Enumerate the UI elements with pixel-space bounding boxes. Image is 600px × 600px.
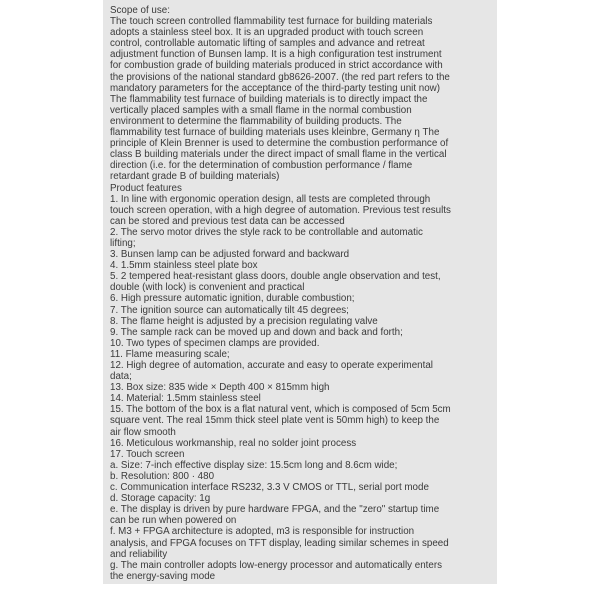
text-line: environment to determine the flammability of building products. The [110,115,402,127]
text-line: 8. The flame height is adjusted by a precision regulating valve [110,315,378,327]
text-line: g. The main controller adopts low-energy processor and automatically enters [110,559,442,571]
text-line: analysis, and FPGA focuses on TFT display, leading similar schemes in speed [110,537,449,549]
text-line: air flow smooth [110,426,176,438]
text-line: vertically placed samples with a small flame in the normal combustion [110,104,412,116]
text-line: 12. High degree of automation, accurate and easy to operate experimental [110,360,433,371]
text-line: b. Resolution: 800 · 480 [110,470,215,482]
text-line: touch screen operation, with a high degree of automation. Previous test results [110,204,451,216]
text-line: c. Communication interface RS232, 3.3 V CMOS or TTL, serial port mode [110,482,429,494]
text-line: 9. The sample rack can be moved up and down and back and forth; [110,326,403,338]
product-description-text [110,5,491,582]
product-description-panel [103,0,497,584]
text-line: the provisions of the national standard gb8626-2007. (the red part refers to the [110,71,450,83]
text-line: 6. High pressure automatic ignition, durable combustion; [110,293,355,305]
text-line: 13. Box size: 835 wide × Depth 400 × 815mm high [110,382,330,394]
text-line: 16. Meticulous workmanship, real no solder joint process [110,437,357,449]
text-line: 14. Material: 1.5mm stainless steel [110,393,261,405]
text-line: data; [110,371,132,383]
text-line: double (with lock) is convenient and practical [110,282,305,294]
text-line: square vent. The real 15mm thick steel plate vent is 50mm high) to keep the [110,415,440,427]
text-line: can be run when powered on [110,515,237,527]
text-line: 15. The bottom of the box is a flat natural vent, which is composed of 5cm 5cm [110,404,451,416]
text-line: direction (i.e. for the determination of combustion performance / flame [110,160,413,172]
text-line: control, controllable automatic lifting of samples and advance and retreat [110,38,425,50]
text-line: 4. 1.5mm stainless steel plate box [110,260,258,272]
text-line: 3. Bunsen lamp can be adjusted forward and backward [110,249,350,261]
text-line: mandatory parameters for the acceptance of the third-party testing unit now) [110,82,440,94]
text-line: principle of Klein Brenner is used to determine the combustion performance of [110,138,449,150]
text-line: The flammability test furnace of building materials is to directly impact the [110,93,428,105]
text-line: 11. Flame measuring scale; [110,348,230,360]
text-line: can be stored and previous test data can be accessed [110,215,345,227]
text-line: 2. The servo motor drives the style rack to be controllable and automatic [110,226,423,238]
text-line: 7. The ignition source can automatically tilt 45 degrees; [110,304,349,316]
text-line: the energy-saving mode [110,570,216,582]
text-line: 10. Two types of specimen clamps are provided. [110,337,320,349]
text-line: f. M3 + FPGA architecture is adopted, m3 is responsible for instruction [110,526,415,538]
text-line: 5. 2 tempered heat-resistant glass doors, double angle observation and test, [110,271,441,283]
text-line: Product features [110,182,182,194]
text-line: adopts a stainless steel box. It is an upgraded product with touch screen [110,27,424,39]
text-line: The touch screen controlled flammability test furnace for building materials [110,16,433,28]
text-line: and reliability [110,548,168,560]
text-line: flammability test furnace of building materials uses kleinbre, Germany η The [110,127,440,139]
text-line: Scope of use: [110,5,170,16]
text-line: lifting; [110,237,136,249]
text-line: for combustion grade of building materials produced in strict accordance with [110,60,443,72]
text-line: 17. Touch screen [110,448,185,460]
text-line: d. Storage capacity: 1g [110,493,211,505]
text-line: e. The display is driven by pure hardware FPGA, and the "zero" startup time [110,504,440,516]
text-line: a. Size: 7-inch effective display size: 15.5cm long and 8.6cm wide; [110,459,398,471]
text-line: retardant grade B of building materials) [110,171,280,183]
text-line: adjustment function of Bunsen lamp. It is a high configuration test instrument [110,49,442,61]
text-line: 1. In line with ergonomic operation design, all tests are completed through [110,193,431,205]
text-line: class B building materials under the direct impact of small flame in the vertical [110,149,447,161]
